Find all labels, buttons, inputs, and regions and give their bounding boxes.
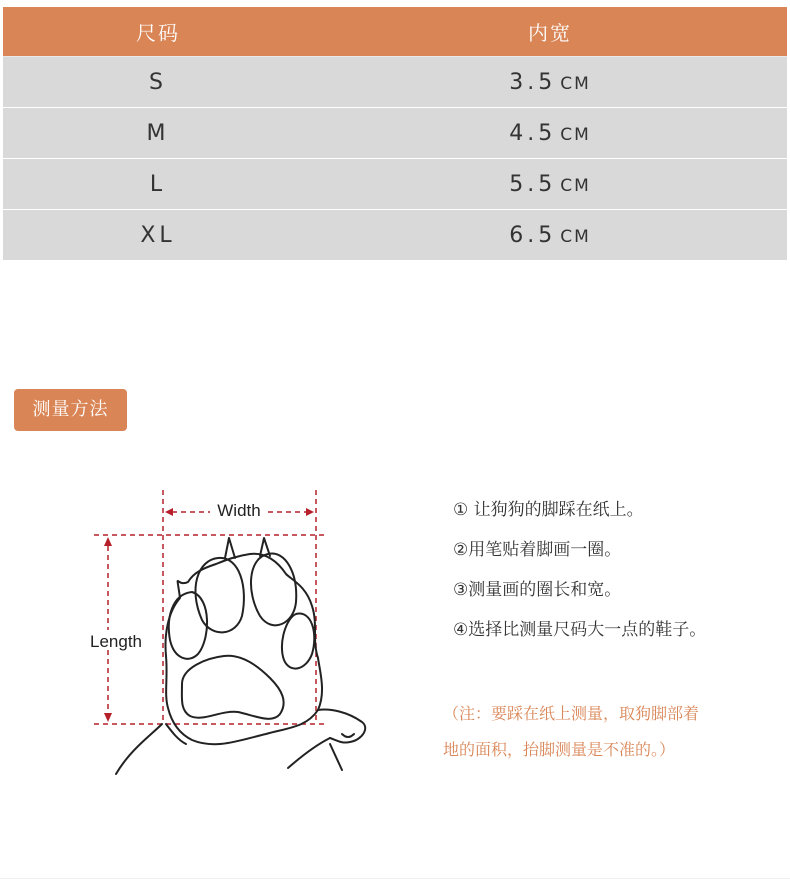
width-value: 5.5 bbox=[509, 171, 557, 197]
measure-steps bbox=[453, 498, 706, 658]
table-row bbox=[3, 57, 787, 108]
paw-icon bbox=[116, 538, 365, 774]
measure-guides bbox=[94, 490, 325, 724]
width-unit: CM bbox=[560, 124, 591, 145]
width-value: 6.5 bbox=[509, 222, 557, 248]
table-row bbox=[3, 159, 787, 210]
paw-measure-diagram bbox=[80, 488, 380, 778]
width-cell bbox=[313, 121, 787, 146]
measure-note bbox=[443, 696, 763, 768]
table-header-row bbox=[3, 7, 787, 57]
table-row bbox=[3, 210, 787, 261]
size-cell: XL bbox=[140, 222, 176, 248]
width-value: 3.5 bbox=[509, 69, 557, 95]
note-line: 地的面积，抬脚测量是不准的。） bbox=[443, 740, 676, 759]
width-cell bbox=[313, 172, 787, 197]
step-item: ②用笔贴着脚画一圈。 bbox=[453, 540, 622, 560]
step-item: ③测量画的圈长和宽。 bbox=[453, 580, 622, 600]
size-cell: M bbox=[146, 120, 170, 146]
size-cell: L bbox=[149, 171, 167, 197]
width-cell bbox=[313, 70, 787, 95]
divider bbox=[0, 878, 790, 879]
note-line: （注：要踩在纸上测量，取狗脚部着 bbox=[443, 704, 700, 723]
header-inner-width: 内宽 bbox=[528, 21, 572, 45]
step-item: ① 让狗狗的脚踩在纸上。 bbox=[453, 500, 644, 520]
width-unit: CM bbox=[560, 226, 591, 247]
table-row bbox=[3, 108, 787, 159]
width-unit: CM bbox=[560, 73, 591, 94]
width-cell bbox=[313, 223, 787, 248]
measurement-method-tag: 测量方法 bbox=[14, 389, 127, 431]
width-unit: CM bbox=[560, 175, 591, 196]
size-cell: S bbox=[149, 69, 167, 95]
size-table bbox=[3, 7, 787, 261]
arrow-heads bbox=[104, 508, 314, 722]
step-item: ④选择比测量尺码大一点的鞋子。 bbox=[453, 620, 707, 640]
width-value: 4.5 bbox=[509, 120, 557, 146]
length-label: Length bbox=[90, 632, 142, 651]
width-label: Width bbox=[217, 501, 261, 520]
header-size: 尺码 bbox=[136, 21, 180, 45]
